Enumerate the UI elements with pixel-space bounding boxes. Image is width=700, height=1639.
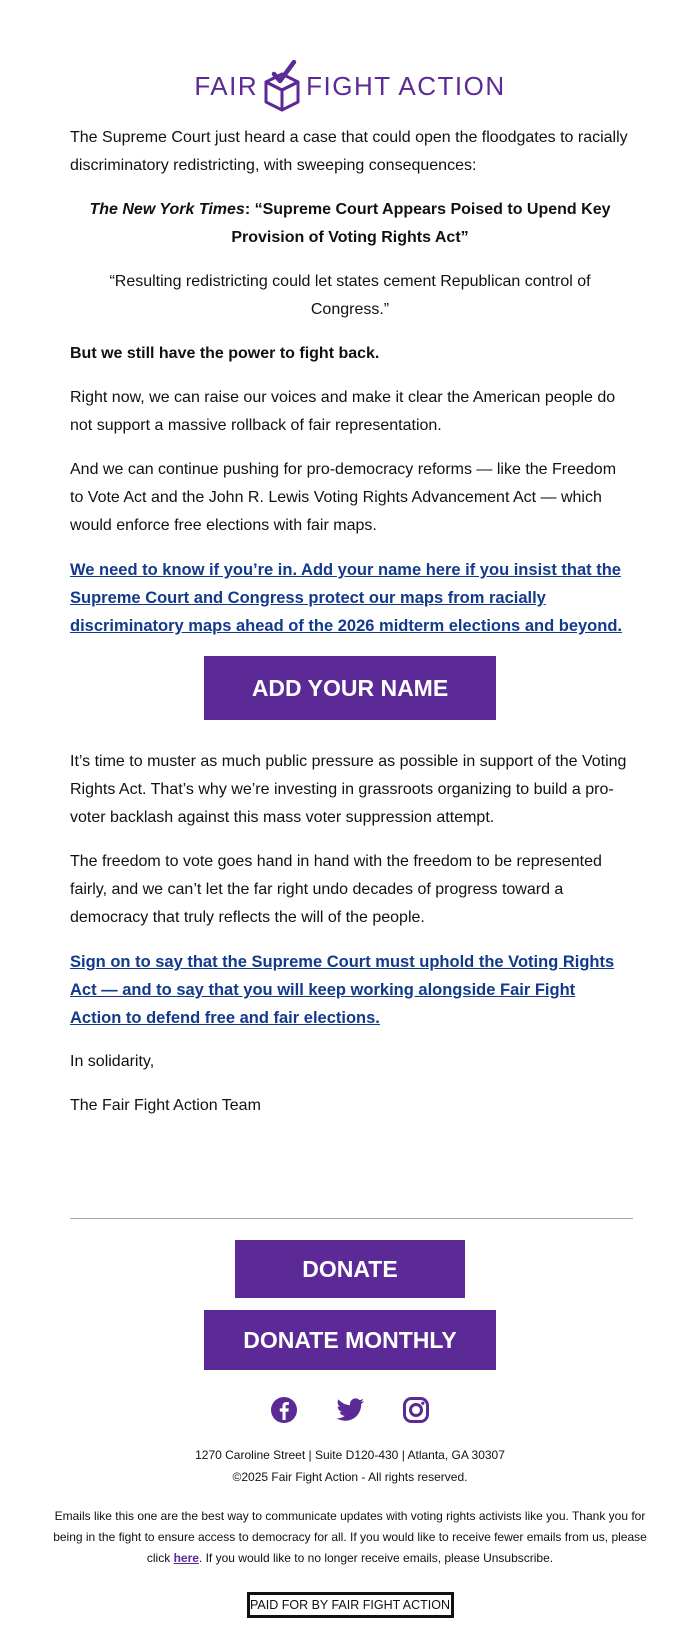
paid-for-disclaimer: PAID FOR BY FAIR FIGHT ACTION	[247, 1592, 454, 1618]
paragraph-reforms: And we can continue pushing for pro-democracy reforms — like the Freedom to Vote Act and the John R. Lewis Voting Rights Advancement Act — which would enforce free elections with fair maps.	[70, 461, 617, 534]
power-statement: But we still have the power to fight back.	[70, 345, 380, 362]
footer-address-block	[0, 1444, 700, 1488]
signoff: In solidarity,	[70, 1053, 155, 1070]
logo-word-fair: FAIR	[194, 70, 259, 101]
logo-word-fight-action: FIGHT ACTION	[306, 70, 506, 101]
pull-quote: “Resulting redistricting could let states cement Republican control of Congress.”	[109, 273, 591, 318]
nyt-headline	[70, 196, 630, 252]
paragraph-raise-voices: Right now, we can raise our voices and make it clear the American people do not support a massive rollback of fair representation.	[70, 389, 616, 434]
ballot-box-check-icon	[262, 60, 302, 112]
mailing-address: 1270 Caroline Street | Suite D120-430 | Atlanta, GA 30307	[195, 1448, 505, 1462]
add-name-cta-link[interactable]: We need to know if you’re in. Add your name here if you insist that the Supreme Court and Congress protect our maps from racially discriminatory maps ahead of the 2026 midterm elections and beyond.	[70, 561, 622, 635]
legal-text-end: . If you would like to no longer receive emails, please Unsubscribe.	[198, 1551, 554, 1565]
headline-publication: The New York Times	[89, 201, 245, 218]
email-preferences-notice	[40, 1506, 660, 1569]
fair-fight-action-logo[interactable]	[0, 60, 700, 112]
instagram-icon[interactable]	[400, 1394, 432, 1426]
facebook-icon[interactable]	[268, 1394, 300, 1426]
donate-button[interactable]: DONATE	[235, 1240, 465, 1298]
add-your-name-button[interactable]: ADD YOUR NAME	[204, 656, 496, 720]
fewer-emails-link[interactable]: here	[173, 1551, 199, 1565]
twitter-icon[interactable]	[334, 1394, 366, 1426]
sign-on-cta-link[interactable]: Sign on to say that the Supreme Court must uphold the Voting Rights Act — and to say that you will keep working alongside Fair Fight Action to defend free and fair elections.	[70, 953, 615, 1027]
signature: The Fair Fight Action Team	[70, 1097, 261, 1114]
copyright: ©2025 Fair Fight Action - All rights reserved.	[232, 1470, 468, 1484]
headline-text: : “Supreme Court Appears Poised to Upend Key Provision of Voting Rights Act”	[231, 201, 611, 246]
social-links	[0, 1394, 700, 1426]
paragraph-public-pressure: It’s time to muster as much public pressure as possible in support of the Voting Rights Act. That’s why we’re investing in grassroots organizing to build a pro-voter backlash against this mass voter suppression attempt.	[70, 753, 627, 826]
donate-monthly-button[interactable]: DONATE MONTHLY	[204, 1310, 496, 1370]
footer	[0, 1240, 700, 1618]
email-body	[70, 124, 630, 1136]
legal-text-start: Emails like this one are the best way to communicate updates with voting rights activists like you. Thank you for being in the fight to ensure access to democracy for all. If you would like to receive fewer emails from us, please click	[53, 1509, 647, 1565]
paragraph-freedom-to-vote: The freedom to vote goes hand in hand with the freedom to be represented fairly, and we can’t let the far right undo decades of progress toward a democracy that truly reflects the will of the people.	[70, 853, 602, 926]
intro-paragraph: The Supreme Court just heard a case that could open the floodgates to racially discriminatory redistricting, with sweeping consequences:	[70, 129, 628, 174]
footer-divider	[70, 1218, 633, 1219]
